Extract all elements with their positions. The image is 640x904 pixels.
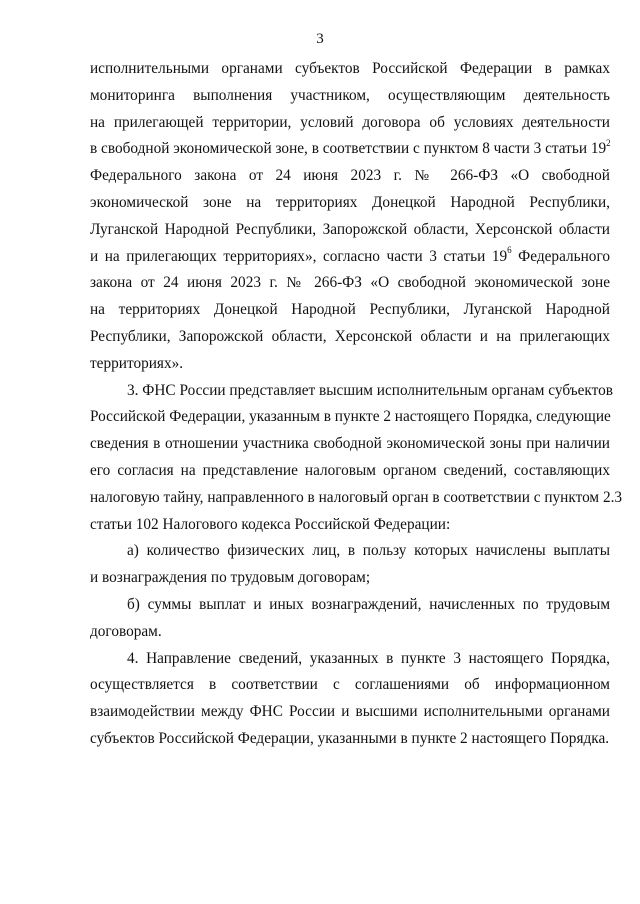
text-span: в свободной экономической зоне, в соответствии с пунктом 8 части 3 статьи 19 xyxy=(90,140,607,158)
page-number: 3 xyxy=(316,31,324,47)
text-line: его согласия на представление налоговым органом сведений, составляющих xyxy=(90,461,610,479)
text-line: договорам. xyxy=(90,622,162,640)
text-line: сведения в отношении участника свободной экономической зоны при наличии xyxy=(90,435,610,453)
text-line: взаимодействии между ФНС России и высшими исполнительными органами xyxy=(90,703,610,721)
text-line: экономической зоне на территориях Донецкой Народной Республики, xyxy=(90,193,610,211)
superscript: 2 xyxy=(606,138,611,149)
text-line: Федерального закона от 24 июня 2023 г. № 266-ФЗ «О свободной xyxy=(90,167,610,185)
item-a: а) количество физических лиц, в пользу которых начислены выплаты xyxy=(127,542,610,560)
text-line: Республики, Запорожской области, Херсонской области и на прилегающих xyxy=(90,327,610,345)
text-line: и вознаграждения по трудовым договорам; xyxy=(90,569,371,587)
text-line: Луганской Народной Республики, Запорожской области, Херсонской области xyxy=(90,220,610,238)
paragraph-4-start: 4. Направление сведений, указанных в пункте 3 настоящего Порядка, xyxy=(127,649,610,667)
text-span: Федерального xyxy=(511,247,610,265)
item-b: б) суммы выплат и иных вознаграждений, начисленных по трудовым xyxy=(127,595,610,613)
text-line: исполнительными органами субъектов Российской Федерации в рамках xyxy=(90,60,610,77)
document-body xyxy=(90,56,623,753)
superscript: 6 xyxy=(507,245,512,256)
text-line: осуществляется в соответствии с соглашениями об информационном xyxy=(90,676,610,694)
text-line: мониторинга выполнения участником, осуществляющим деятельность xyxy=(90,86,610,104)
text-line: территориях». xyxy=(90,354,184,372)
text-line: налоговую тайну, направленного в налоговый орган в соответствии с пунктом 2.3 xyxy=(90,488,623,506)
text-line: Российской Федерации, указанным в пункте 2 настоящего Порядка, следующие xyxy=(90,408,611,426)
text-line: субъектов Российской Федерации, указанными в пункте 2 настоящего Порядка. xyxy=(90,729,610,747)
text-line: на территориях Донецкой Народной Республики, Луганской Народной xyxy=(90,301,610,319)
text-line: закона от 24 июня 2023 г. № 266-ФЗ «О свободной экономической зоне xyxy=(90,274,610,292)
text-line xyxy=(90,136,610,163)
text-span: и на прилегающих территориях», согласно части 3 статьи 19 xyxy=(90,247,508,265)
text-line: на прилегающей территории, условий договора об условиях деятельности xyxy=(90,113,610,131)
paragraph-3-start: 3. ФНС России представляет высшим исполнительным органам субъектов xyxy=(127,381,614,399)
text-line xyxy=(90,244,610,271)
text-line: статьи 102 Налогового кодекса Российской Федерации: xyxy=(90,515,451,533)
